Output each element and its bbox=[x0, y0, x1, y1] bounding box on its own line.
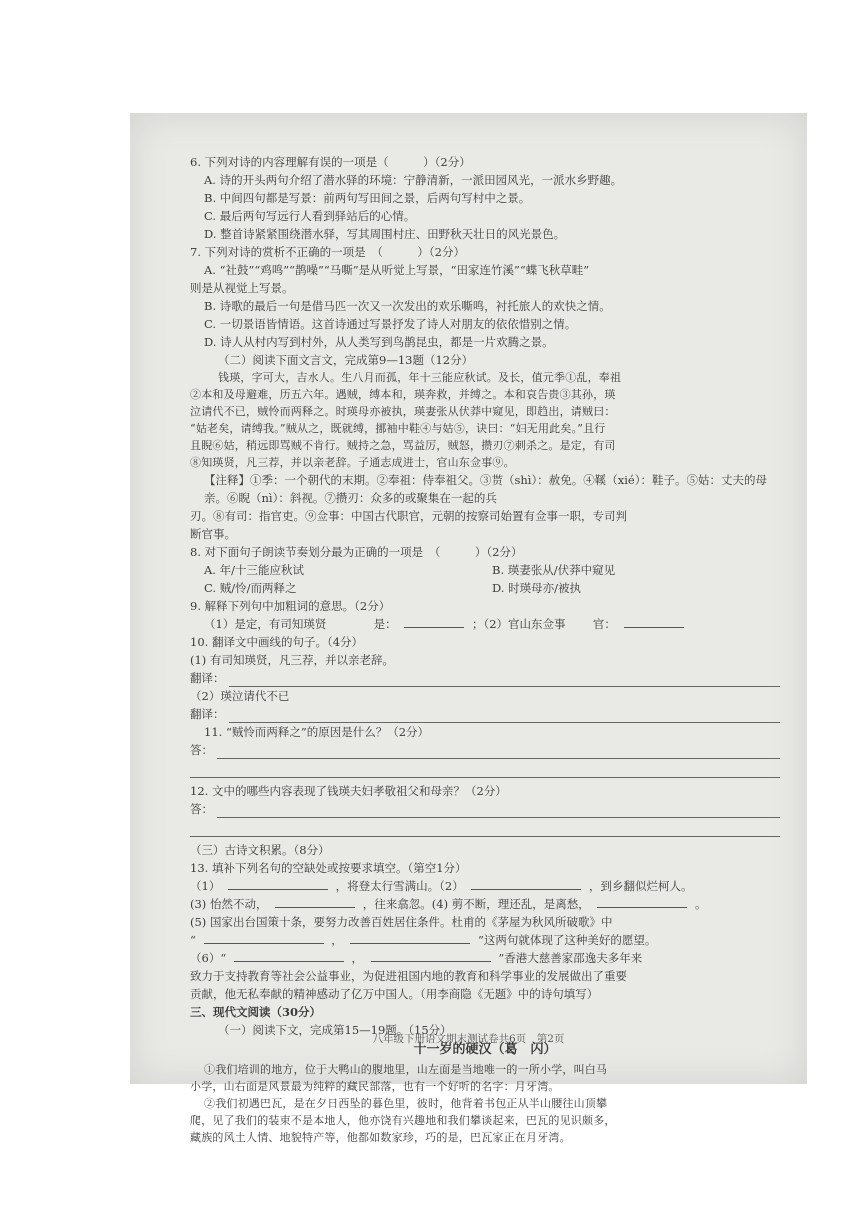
q6-option-c: C. 最后两句写远行人看到驿站后的心情。 bbox=[204, 209, 416, 223]
passage-line: 钱瑛，字可大，吉水人。生八月而孤，年十三能应秋试。及长，值元季①乱，奉祖 bbox=[218, 371, 622, 384]
q10-answer-line-1[interactable] bbox=[229, 672, 781, 687]
notes-line: 刃。⑧有司：指官吏。⑨佥事：中国古代职官，元朝的按察司始置有佥事一职，专司判 bbox=[190, 509, 627, 523]
q10-answer-row-2 bbox=[190, 705, 780, 723]
q13-stem: 13. 填补下列名句的空缺处或按要求填空。（第空1分） bbox=[190, 861, 467, 875]
q13-blank-5[interactable] bbox=[204, 931, 324, 944]
q13-item-6-cont: 致力于支持教育等社会公益事业，为促进祖国内地的教育和科学事业的发展做出了重要 bbox=[190, 969, 627, 983]
q6-option-b: B. 中间四句都是写景：前两句写田间之景，后两句写村中之景。 bbox=[204, 191, 531, 205]
q8-option-d: D. 时瑛母亦/被执 bbox=[492, 581, 581, 595]
q9-parts bbox=[190, 615, 780, 633]
q9-stem: 9. 解释下列句中加粗词的意思。（2分） bbox=[190, 599, 391, 613]
q13-text: ，往来翕忽。(4) 剪不断，理还乱，是离愁， bbox=[362, 897, 590, 911]
q8-options-row bbox=[190, 579, 780, 597]
q13-label: （1） bbox=[190, 879, 221, 893]
q9-part1-label: 是： bbox=[373, 617, 397, 631]
answer-label: 答： bbox=[190, 743, 213, 757]
q7-option-a-cont: 则是从视觉上写景。 bbox=[190, 281, 294, 295]
q13-text: ， bbox=[331, 933, 343, 947]
q13-item-1-2 bbox=[190, 877, 780, 895]
q11-answer-line-1[interactable] bbox=[217, 744, 780, 759]
q10-sentence-1: (1) 有司知瑛贤，凡三荐，并以亲老辞。 bbox=[190, 653, 394, 667]
q13-blank-4[interactable] bbox=[597, 895, 687, 908]
q13-text: “ bbox=[190, 933, 196, 947]
q13-text: ， bbox=[351, 951, 364, 965]
q11-answer-row bbox=[190, 741, 780, 759]
q8-option-a: A. 年/十三能应秋试 bbox=[204, 563, 304, 577]
article-line: ②我们初遇巴瓦，是在夕日西坠的暮色里，彼时，他背着书包正从半山腰往山顶攀 bbox=[204, 1097, 608, 1110]
article-line: ①我们培训的地方，位于大鸭山的腹地里，山左面是当地唯一的一所小学，叫白马 bbox=[204, 1063, 608, 1076]
q13-item-5-blanks bbox=[190, 931, 780, 949]
q9-answer-blank-1[interactable] bbox=[404, 615, 464, 628]
q13-text: （6）“ bbox=[190, 951, 227, 965]
article-line: 藏族的风土人情、地貌特产等，他都如数家珍，巧的是，巴瓦家正在月牙湾。 bbox=[190, 1131, 571, 1144]
q13-blank-1[interactable] bbox=[228, 877, 328, 890]
q13-blank-7[interactable] bbox=[234, 949, 344, 962]
q11-answer-line-2[interactable] bbox=[190, 761, 780, 778]
q13-item-6 bbox=[190, 949, 780, 967]
q6-option-a: A. 诗的开头两句介绍了潜水驿的环境：宁静清新，一派田园风光，一派水乡野趣。 bbox=[204, 173, 623, 187]
exam-paper bbox=[130, 113, 807, 1144]
passage-line: ⑧知瑛贤，凡三荐，并以亲老辞。子通志成进士，官山东佥事⑨。 bbox=[190, 456, 515, 469]
q13-item-6-cont: 贡献，他无私奉献的精神感动了亿万中国人。（用李商隐《无题》中的诗句填写） bbox=[190, 987, 599, 1001]
q8-option-c: C. 贼/怜/而两释之 bbox=[204, 581, 297, 595]
q13-blank-6[interactable] bbox=[350, 931, 470, 944]
q13-blank-2[interactable] bbox=[471, 877, 581, 890]
q10-sentence-2: （2）瑛泣请代不已 bbox=[190, 689, 290, 703]
exam-content bbox=[190, 153, 780, 1146]
q7-option-d: D. 诗人从村内写到村外，从人类写到鸟鹊昆虫，都是一片欢腾之景。 bbox=[204, 335, 554, 349]
article-line: 爬，见了我们的装束不是本地人，他亦饶有兴趣地和我们攀谈起来，巴瓦的见识颇多， bbox=[190, 1114, 616, 1127]
q12-answer-line-1[interactable] bbox=[217, 803, 780, 818]
q7-option-a: A. “社鼓”“鸡鸣”“鹊噪”“马嘶”是从听觉上写景，“田家连竹溪”“蝶飞秋草畦” bbox=[204, 263, 590, 277]
passage-line: 且睨⑥姑，稍远即骂贼不肯行。贼持之急，骂益厉，贼怒，攒刃⑦刺杀之。是定，有司 bbox=[190, 439, 616, 452]
q9-part1: （1）是定，有司知瑛贤 bbox=[204, 617, 327, 631]
annotation-notes bbox=[190, 471, 780, 543]
q12-answer-line-2[interactable] bbox=[190, 820, 780, 837]
q7-option-c: C. 一切景语皆情语。这首诗通过写景抒发了诗人对朋友的依依惜别之情。 bbox=[204, 317, 577, 331]
passage-line: 泣请代不已，贼怜而两释之。时瑛母亦被执，瑛妻张从伏莽中窥见，即趋出，请贼曰： bbox=[190, 405, 616, 418]
translation-label: 翻译： bbox=[190, 707, 225, 721]
notes-line: 【注释】①季：一个朝代的末期。②奉祖：侍奉祖父。③贳（shì）：赦免。④鞵（xié）：鞋子。⑤姑：丈夫的母亲。⑥睨（nì）：斜视。⑦攒刃：众多的或聚集在一起的兵 bbox=[204, 473, 767, 505]
section-3-heading: （三）古诗文积累。（8分） bbox=[190, 843, 330, 857]
classical-passage bbox=[190, 369, 780, 471]
q10-answer-row-1 bbox=[190, 669, 780, 687]
q13-text: ”这两句就体现了这种美好的愿望。 bbox=[478, 933, 657, 947]
q10-answer-line-2[interactable] bbox=[229, 708, 781, 723]
translation-label: 翻译： bbox=[190, 671, 225, 685]
q13-text: ”香港大慈善家邵逸夫多年来 bbox=[498, 951, 643, 965]
q13-blank-8[interactable] bbox=[371, 949, 491, 962]
q7-option-b: B. 诗歌的最后一句是借马匹一次又一次发出的欢乐嘶鸣，衬托旅人的欢快之情。 bbox=[204, 299, 611, 313]
section-2-heading: （二）阅读下面文言文，完成第9—13题（12分） bbox=[218, 353, 474, 367]
q13-text: 。 bbox=[695, 897, 707, 911]
subsection-1-heading: （一）阅读下文，完成第15—19题。（15分） bbox=[218, 1023, 452, 1037]
page-footer: 八年级下册语文期末测试卷共6页 第2页 bbox=[372, 1033, 565, 1045]
q13-text: (3) 怡然不动， bbox=[190, 897, 268, 911]
article-line: 小学，山右面是风景最为纯粹的藏民部落，也有一个好听的名字：月牙湾。 bbox=[190, 1080, 560, 1093]
passage-line: ②本和及母避难，历五六年。遇贼，缚本和，瑛奔救，并缚之。本和哀告贵③其孙，瑛 bbox=[190, 388, 616, 401]
passage-line: “姑老矣，请缚我。”贼从之，既就缚，挪袖中鞋④与姑⑤，诀曰：“妇无用此矣。”且行 bbox=[190, 422, 606, 435]
q13-item-5: (5) 国家出台国策十条，要努力改善百姓居住条件。杜甫的《茅屋为秋风所破歌》中 bbox=[190, 915, 613, 929]
q12-answer-row bbox=[190, 800, 780, 818]
q13-text: ，到乡翻似烂柯人。 bbox=[589, 879, 693, 893]
q11-stem: 11. “贼怜而两释之”的原因是什么？（2分） bbox=[204, 725, 430, 739]
answer-label: 答： bbox=[190, 802, 213, 816]
q9-answer-blank-2[interactable] bbox=[624, 615, 684, 628]
part-3-heading: 三、现代文阅读（30分） bbox=[190, 1005, 322, 1019]
q13-blank-3[interactable] bbox=[275, 895, 355, 908]
article-title: 十一岁的硬汉（葛 闪） bbox=[413, 1042, 557, 1057]
q6-option-d: D. 整首诗紧紧围绕潜水驿，写其周围村庄、田野秋天壮日的风光景色。 bbox=[204, 227, 566, 241]
article-body bbox=[190, 1061, 780, 1146]
q12-stem: 12. 文中的哪些内容表现了钱瑛夫妇孝敬祖父和母亲？（2分） bbox=[190, 784, 507, 798]
q13-item-3-4 bbox=[190, 895, 780, 913]
q8-stem: 8. 对下面句子朗读节奏划分最为正确的一项是 （ ）（2分） bbox=[190, 545, 523, 559]
q10-stem: 10. 翻译文中画线的句子。（4分） bbox=[190, 635, 364, 649]
q6-stem: 6. 下列对诗的内容理解有误的一项是（ ）（2分） bbox=[190, 155, 471, 169]
q8-options-row bbox=[190, 561, 780, 579]
notes-line: 断官事。 bbox=[190, 527, 236, 541]
q7-stem: 7. 下列对诗的赏析不正确的一项是 （ ）（2分） bbox=[190, 245, 465, 259]
q9-part2-label: 官： bbox=[592, 617, 616, 631]
q9-part2: ；（2）官山东佥事 bbox=[471, 617, 566, 631]
q13-text: ，将登太行雪满山。（2） bbox=[335, 879, 464, 893]
q8-option-b: B. 瑛妻张从/伏莽中窥见 bbox=[492, 563, 616, 577]
